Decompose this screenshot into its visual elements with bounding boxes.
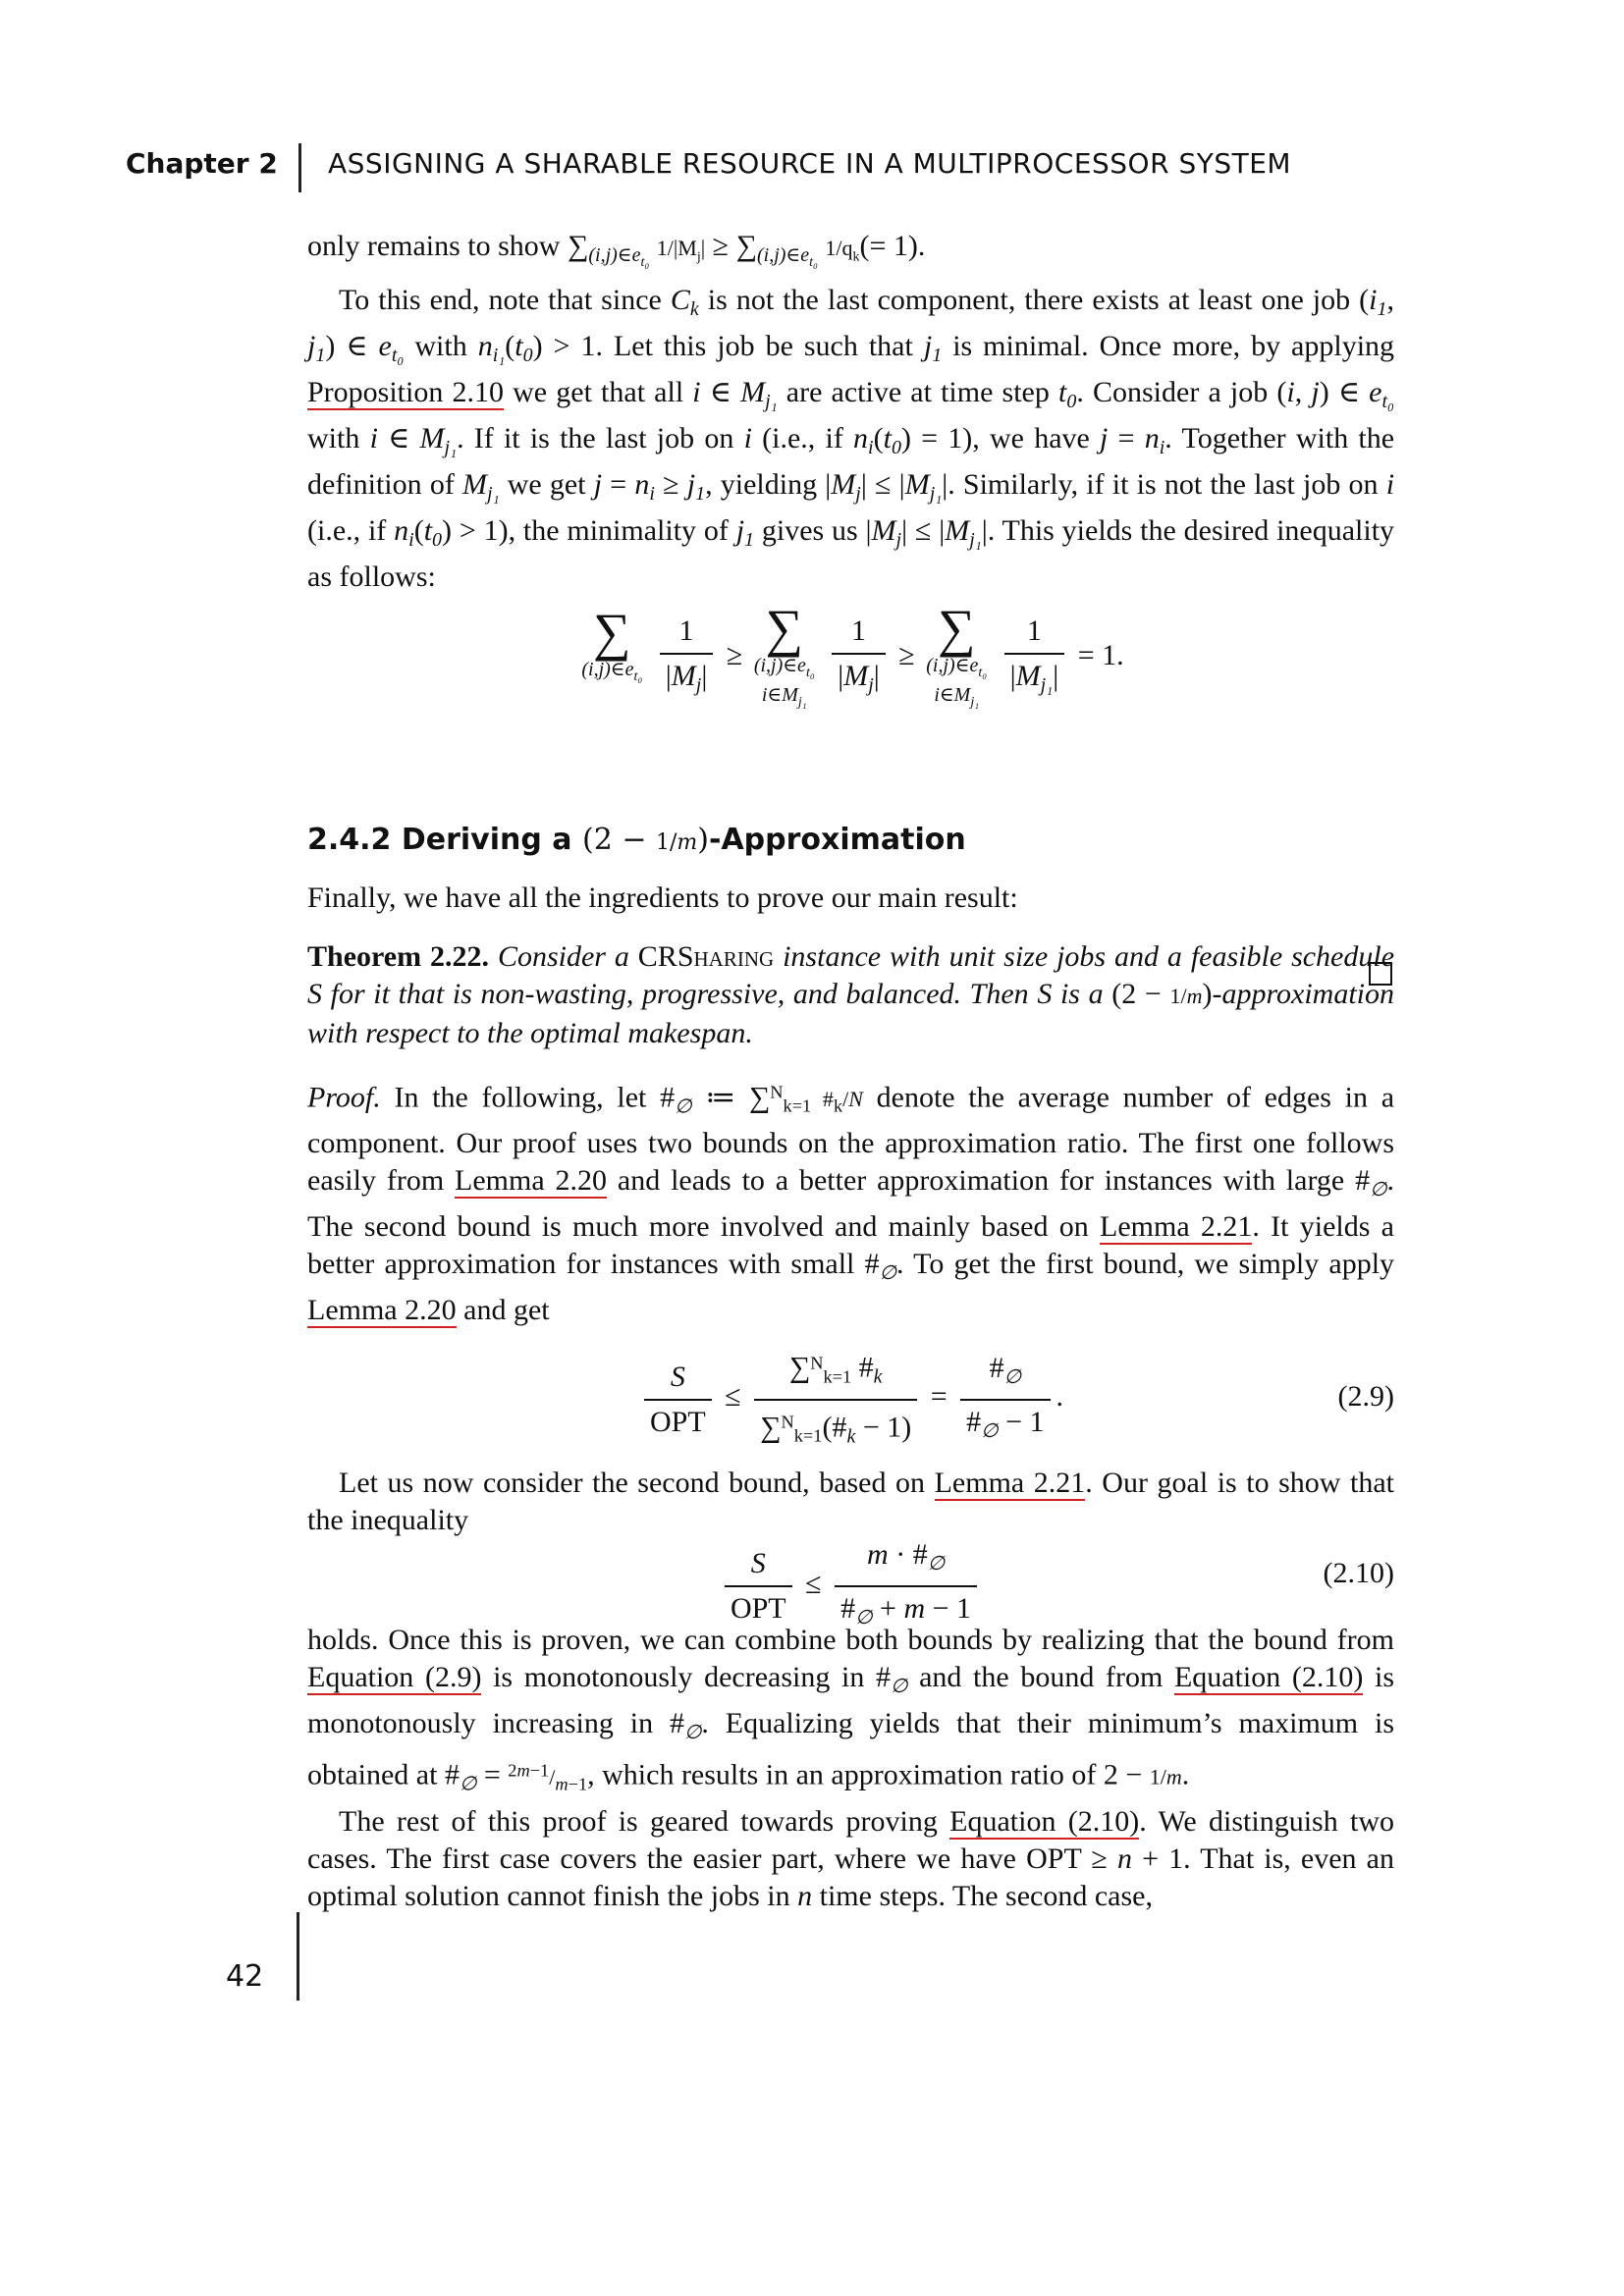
paragraph-3: Finally, we have all the ingredients to prove our main result: <box>307 881 1018 914</box>
equation-2-10: $\frac{S}{\text{OPT}}$ ≤ $\frac{m \cdot \#_\emptyset}{\#_\emptyset + m - 1}$ (2.10) <box>307 1535 1394 1622</box>
proof-paragraph: Proof. In the following, let $\#_\emptyset$ ≔ ∑$^N_{k=1}$ $\#_k/N$ denote the average number of edges in a component. Our proof uses two bounds on the approximation ratio. The first one follows easily from Lemma 2.20 and leads to a better approximation for instances with large $\#_\emptyset$. The second bound is much more involved and mainly based on Lemma 2.21. It yields a better approximation for instances with small $\#_\emptyset$. To get the first bound, we simply apply Lemma 2.20 and get <box>307 1081 1395 1327</box>
equation-number-2-10: (2.10) <box>1323 1557 1394 1590</box>
running-header <box>126 143 1402 192</box>
ref-equation-2-9[interactable]: Equation (2.9) <box>307 1661 482 1694</box>
ref-lemma-2-21[interactable]: Lemma 2.21 <box>1100 1210 1253 1244</box>
chapter-title: ASSIGNING A SHARABLE RESOURCE IN A MULTIPROCESSOR SYSTEM <box>328 147 1292 180</box>
header-divider <box>298 143 301 192</box>
equation-2-9: $\frac{S}{\text{OPT}}$ ≤ $\frac{\sum^N_{k=1} \#_k}{\sum^N_{k=1}(\#_k - 1)}$ = $\frac{\#_\emptyset}{\#_\emptyset - 1}$ . (2.9) <box>307 1343 1394 1465</box>
ref-lemma-2-21-second[interactable]: Lemma 2.21 <box>934 1467 1086 1500</box>
ref-equation-2-10[interactable]: Equation (2.10) <box>1173 1661 1364 1694</box>
display-inequality-1: ∑ $(i,j)\in e_{t_0}$ $\frac{1}{|M_j|}$ ≥ ∑ $(i,j)\in e_{t_0}$ $i\in M_{j_1}$ $\frac{1}{|M_j|}$ ≥ ∑ $(i,j)\in e_{t_0}$ $i\in M_{j_1}$ $\frac{1}{|M_{j_1}|}$ = 1. <box>581 599 1124 710</box>
chapter-label: Chapter 2 <box>126 147 278 180</box>
page-number: 42 <box>226 1959 264 1994</box>
paragraph-1: only remains to show $\sum_{(i,j)\in e_{t_0}}$ $1/|M_j| \ge \sum_{(i,j)\in e_{t_0}}$ $1/q_k(= 1)$. <box>307 230 926 270</box>
ref-equation-2-10-second[interactable]: Equation (2.10) <box>949 1804 1140 1838</box>
page-footer <box>226 1912 324 2001</box>
qed-square <box>1369 962 1392 986</box>
ref-lemma-2-20-second[interactable]: Lemma 2.20 <box>307 1294 457 1327</box>
section-heading: 2.4.2 Deriving a (2 − 1/m)-Approximation <box>307 823 966 857</box>
footer-divider <box>297 1912 299 2001</box>
paragraph-5: Let us now consider the second bound, based on Lemma 2.21. Our goal is to show that the inequality <box>307 1467 1394 1537</box>
theorem-2-22: Theorem 2.22. Consider a CRSharing instance with unit size jobs and a feasible schedule S for it that is non-wasting, progressive, and balanced. Then S is a (2 − 1/m)-approximation with respect to the optimal makespan. <box>307 940 1395 1049</box>
paragraph-6: holds. Once this is proven, we can combine both bounds by realizing that the bound from Equation (2.9) is monotonously decreasing in $\#_\emptyset$ and the bound from Equation (2.10) is monotonously increasing in $\#_\emptyset$. Equalizing yields that their minimum’s maximum is obtained at $\#_\emptyset = ^{2m-1}/_{m-1}$, which results in an approximation ratio of 2 − 1/m. <box>307 1624 1395 1795</box>
paragraph-7: The rest of this proof is geared towards proving Equation (2.10). We distinguish two cases. The first case covers the easier part, where we have OPT ≥ n + 1. That is, even an optimal solution cannot finish the jobs in n time steps. The second case, <box>307 1804 1394 1912</box>
paragraph-2: To this end, note that since $C_k$ is not the last component, there exists at least one job ($i_1$, $j_1$) ∈ $e_{t_0}$ with $n_{i_1}(t_0) > 1$. Let this job be such that $j_1$ is minimal. Once more, by applying Proposition 2.10 we get that all i ∈ $M_{j_1}$ are active at time step $t_0$. Consider a job (i, j) ∈ $e_{t_0}$ with i ∈ $M_{j_1}$. If it is the last job on i (i.e., if $n_i(t_0) = 1$), we have $j = n_i$. Together with the definition of $M_{j_1}$ we get $j = n_i \ge j_1$, yielding $|M_j| \le |M_{j_1}|$. Similarly, if it is not the last job on i (i.e., if $n_i(t_0) > 1$), the minimality of $j_1$ gives us $|M_j| \le |M_{j_1}|$. This yields the desired inequality as follows: <box>307 284 1395 593</box>
equation-number-2-9: (2.9) <box>1337 1380 1394 1414</box>
ref-proposition-2-10[interactable]: Proposition 2.10 <box>307 376 504 408</box>
page-body <box>307 228 1394 1915</box>
ref-lemma-2-20[interactable]: Lemma 2.20 <box>455 1164 608 1198</box>
